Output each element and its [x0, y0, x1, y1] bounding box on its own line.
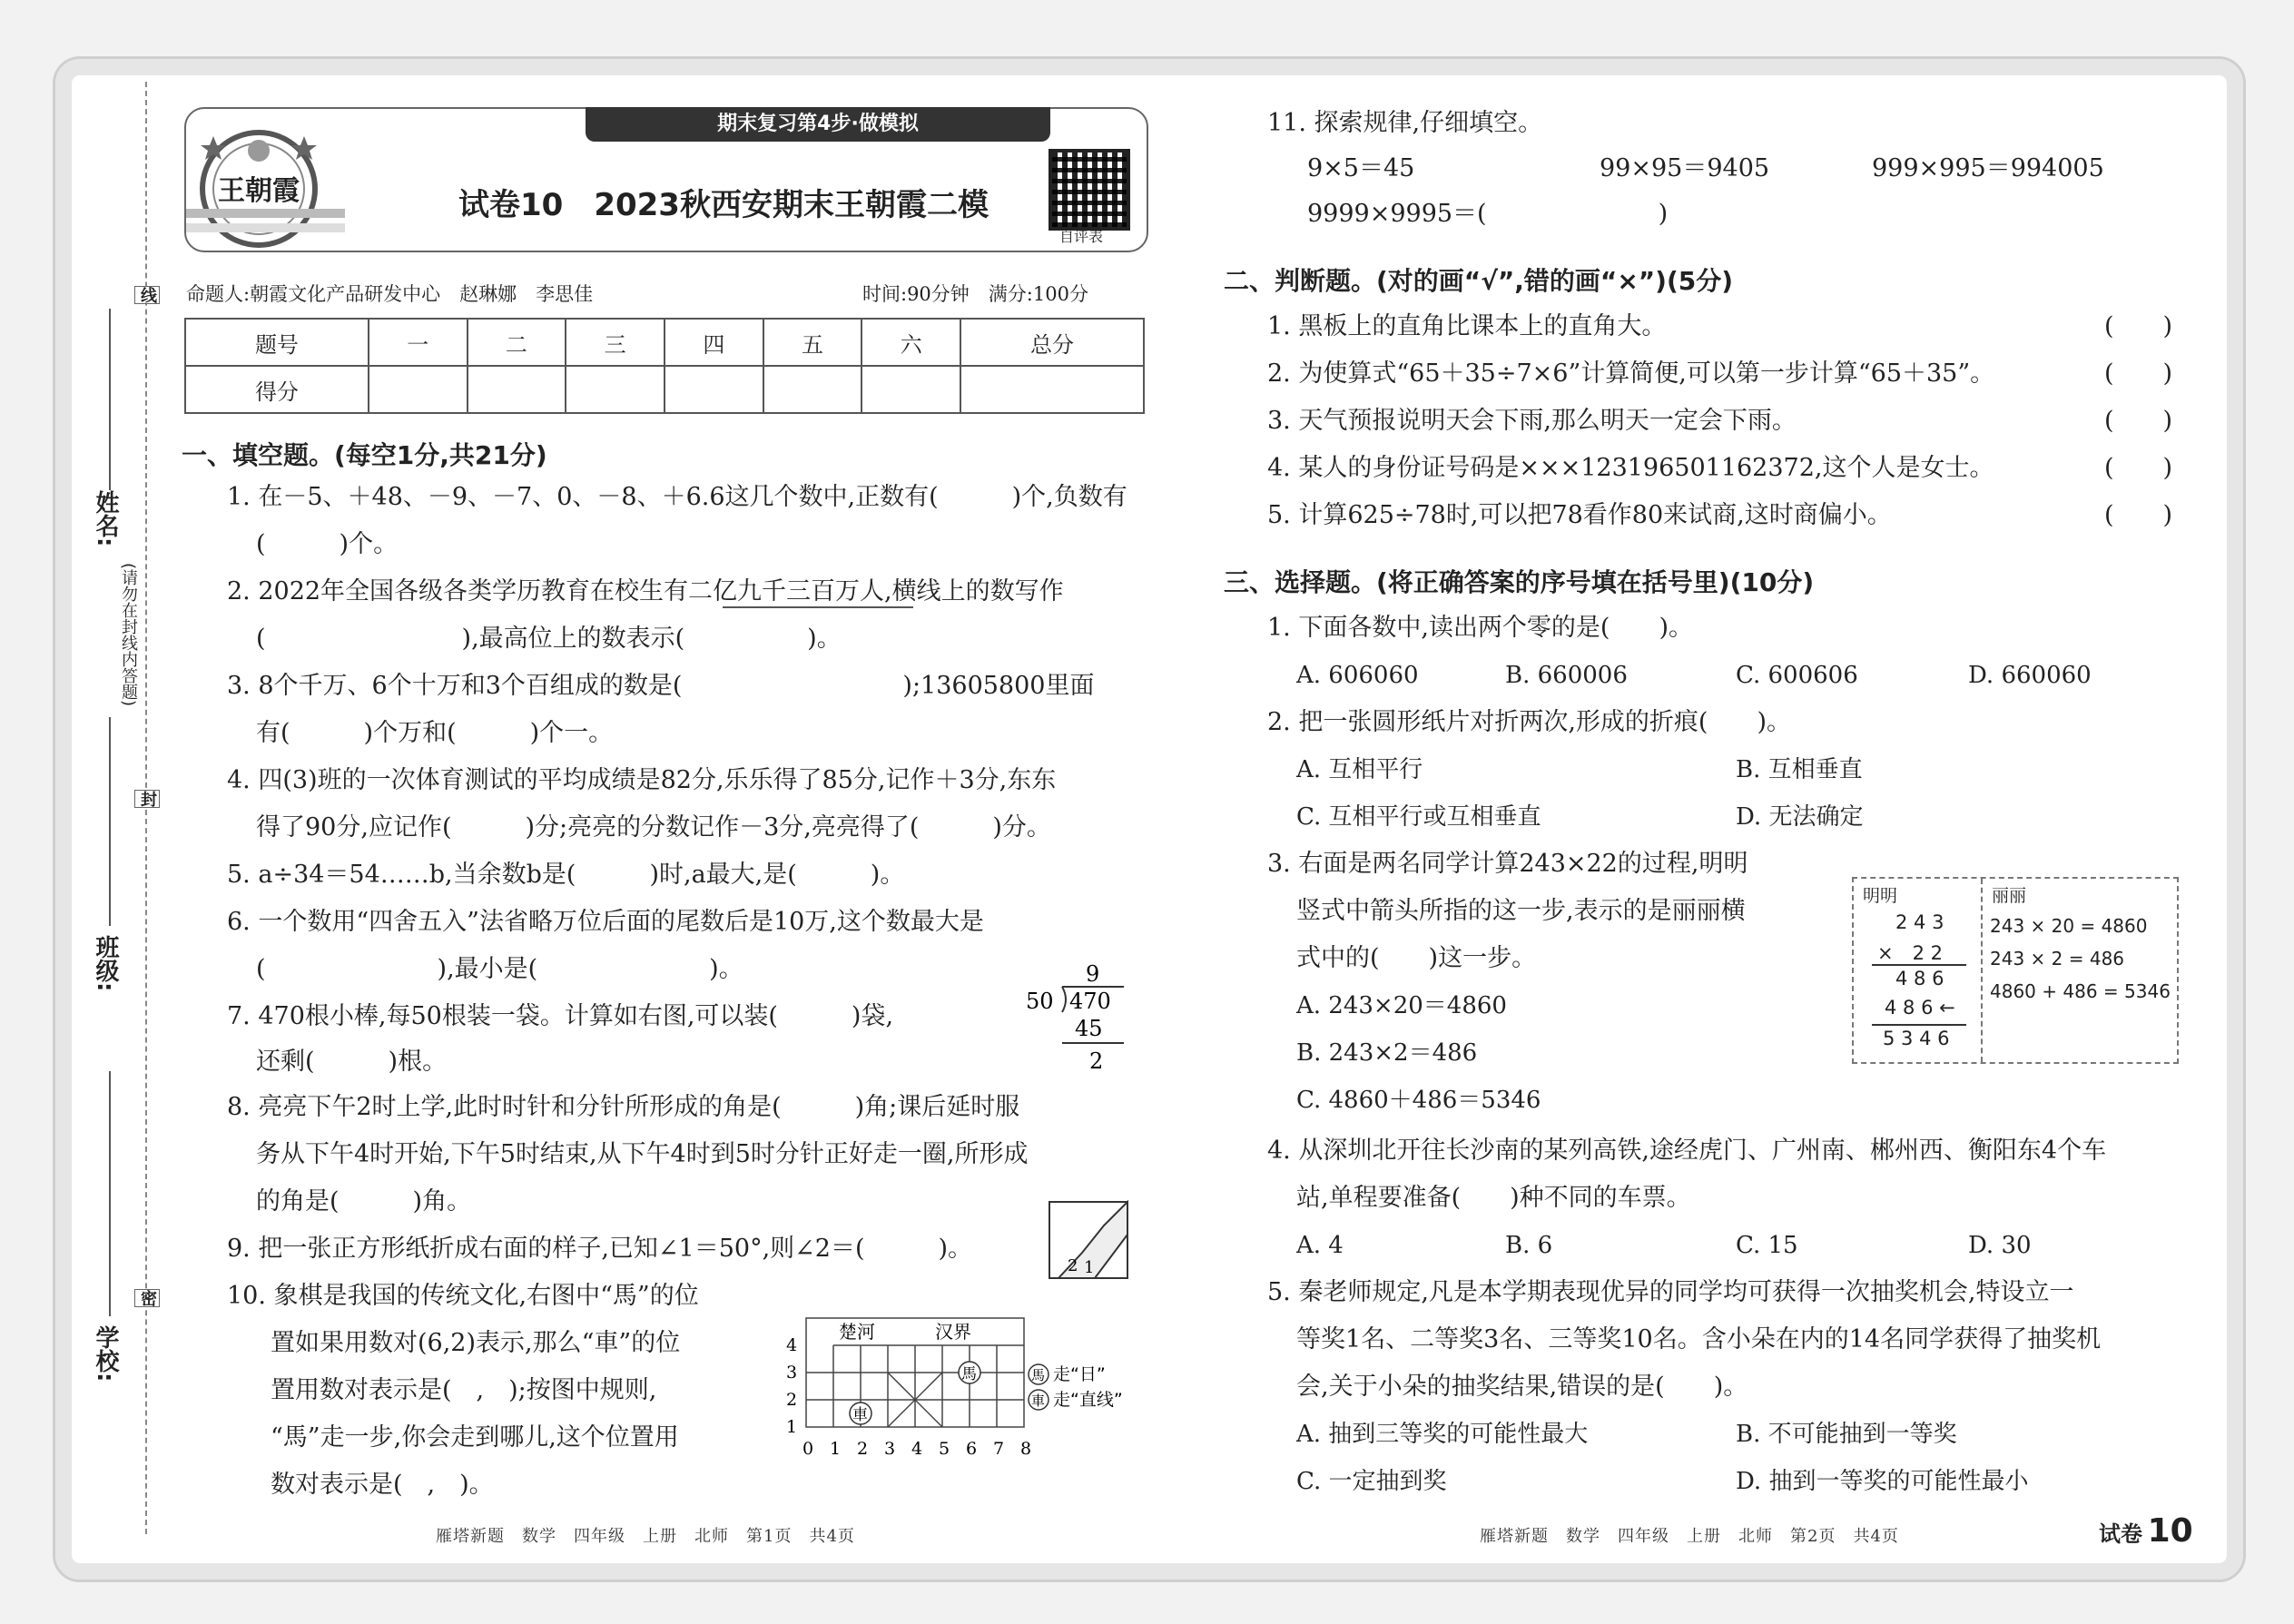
- svg-text:7: 7: [993, 1439, 1005, 1459]
- choice2: 2. 把一张圆形纸片对折两次,形成的折痕( )。: [1267, 708, 1791, 736]
- svg-text:6: 6: [966, 1439, 978, 1459]
- svg-text:走“直线”: 走“直线”: [1053, 1390, 1123, 1410]
- choice5-opt-b: B. 不可能抽到一等奖: [1736, 1421, 1957, 1448]
- q1-line2: ( )个。: [256, 530, 399, 558]
- choice5-opt-d: D. 抽到一等奖的可能性最小: [1736, 1468, 2029, 1495]
- q11-expr4: 9999×9995＝( ): [1307, 200, 1669, 228]
- judge-answer-1[interactable]: ( ): [2104, 312, 2173, 340]
- chess-board-figure: [779, 1300, 1160, 1472]
- choice5-opt-c: C. 一定抽到奖: [1296, 1468, 1447, 1495]
- mingming-label: 明明: [1863, 886, 1898, 906]
- q10-line4: “馬”走一步,你会走到哪儿,这个位置用: [271, 1423, 679, 1452]
- svg-text:2: 2: [1089, 1048, 1104, 1074]
- q7-line1: 7. 470根小棒,每50根装一袋。计算如右图,可以装( )袋,: [227, 1002, 894, 1030]
- q2-line1: 2. 2022年全国各级各类学历教育在校生有二亿九千三百万人,横线上的数写作: [227, 577, 1064, 605]
- choice2-opt-a: A. 互相平行: [1296, 756, 1423, 783]
- q8-line3: 的角是( )角。: [256, 1187, 472, 1216]
- svg-text:3: 3: [884, 1439, 896, 1459]
- choice5-line1: 5. 秦老师规定,凡是本学期表现优异的同学均可获得一次抽奖机会,特设立一: [1267, 1278, 2074, 1306]
- svg-text:0: 0: [802, 1439, 814, 1459]
- score-table-row: 得分: [185, 366, 1144, 413]
- choice5-opt-a: A. 抽到三等奖的可能性最大: [1296, 1421, 1589, 1448]
- svg-text:2: 2: [857, 1439, 869, 1459]
- svg-text:馬: 馬: [961, 1365, 977, 1383]
- binding-note: (请勿在封线内答题): [119, 563, 138, 707]
- header-box: [184, 107, 1148, 252]
- binding-margin: [54, 82, 157, 1561]
- q11-title: 11. 探索规律,仔细填空。: [1267, 109, 1543, 137]
- lili-label: 丽丽: [1992, 886, 2027, 906]
- svg-text:4: 4: [911, 1439, 923, 1459]
- q7-line2: 还剩( )根。: [256, 1048, 448, 1076]
- judge-answer-3[interactable]: ( ): [2104, 407, 2173, 435]
- binding-mark-feng: 封: [134, 790, 160, 808]
- q8-line1: 8. 亮亮下午2时上学,此时时针和分针所形成的角是( )角;课后延时服: [227, 1093, 1020, 1121]
- svg-text:1: 1: [786, 1417, 798, 1437]
- name-label: 姓名:: [92, 490, 119, 547]
- paper-number-badge: [2099, 1512, 2193, 1550]
- svg-text:45: 45: [1075, 1016, 1103, 1041]
- section2-title: 二、判断题。(对的画“√”,错的画“×”)(5分): [1224, 266, 1734, 296]
- long-division-figure: [1026, 958, 1153, 1076]
- q11-expr1: 9×5＝45: [1307, 154, 1415, 182]
- q6-line1: 6. 一个数用“四舍五入”法省略万位后面的尾数后是10万,这个数最大是: [227, 908, 984, 936]
- score-table: [184, 318, 1145, 414]
- judge-2: 2. 为使算式“65＋35÷7×6”计算简便,可以第一步计算“65＋35”。: [1267, 359, 1995, 388]
- section1-title: 一、填空题。(每空1分,共21分): [182, 440, 547, 470]
- folded-paper-figure: [1046, 1198, 1137, 1282]
- page-title: 试卷10 2023秋西安期末王朝霞二模: [458, 187, 989, 223]
- svg-text:9: 9: [1086, 961, 1100, 987]
- choice5-line2: 等奖1名、二等奖3名、三等奖10名。含小朵在内的14名同学获得了抽奖机: [1296, 1325, 2102, 1353]
- judge-5: 5. 计算625÷78时,可以把78看作80来试商,这时商偏小。: [1267, 501, 1892, 529]
- banner-step: 期末复习第4步·做模拟: [586, 107, 1050, 142]
- time-score: 时间:90分钟 满分:100分: [862, 283, 1088, 305]
- choice5-line3: 会,关于小朵的抽奖结果,错误的是( )。: [1296, 1373, 1748, 1401]
- binding-mark-xian: 线: [134, 286, 160, 304]
- qr-label: 自评表: [1059, 228, 1104, 245]
- footer-right: 雁塔新题 数学 四年级 上册 北师 第2页 共4页: [1480, 1527, 1899, 1546]
- q4-line2: 得了90分,应记作( )分;亮亮的分数记作－3分,亮亮得了( )分。: [256, 813, 1051, 842]
- q11-expr3: 999×995＝994005: [1872, 154, 2104, 182]
- choice4-opt-c: C. 15: [1736, 1232, 1798, 1259]
- school-label: 学校:: [92, 1325, 119, 1383]
- svg-text:車: 車: [1031, 1393, 1046, 1409]
- q9: 9. 把一张正方形纸折成右面的样子,已知∠1＝50°,则∠2＝( )。: [227, 1235, 973, 1263]
- q4-line1: 4. 四(3)班的一次体育测试的平均成绩是82分,乐乐得了85分,记作＋3分,东东: [227, 766, 1057, 794]
- q1-line1: 1. 在－5、＋48、－9、－7、0、－8、＋6.6这几个数中,正数有( )个,负数有: [227, 483, 1127, 511]
- score-table-header: 题号 一 二 三 四 五 六 总分: [185, 319, 1144, 366]
- svg-text:馬: 馬: [1031, 1367, 1046, 1383]
- svg-text:汉界: 汉界: [935, 1321, 971, 1343]
- svg-text:8: 8: [1020, 1439, 1032, 1459]
- paper-number: 10: [2147, 1512, 2193, 1550]
- judge-answer-5[interactable]: ( ): [2104, 501, 2173, 529]
- publisher-logo: [186, 109, 345, 251]
- svg-text:車: 車: [852, 1406, 868, 1424]
- svg-text:王朝霞: 王朝霞: [218, 175, 300, 207]
- svg-text:50: 50: [1026, 989, 1054, 1014]
- class-label: 班级:: [92, 935, 119, 992]
- q10-line5: 数对表示是( , )。: [271, 1471, 494, 1499]
- footer-left: 雁塔新题 数学 四年级 上册 北师 第1页 共4页: [436, 1527, 855, 1546]
- choice1: 1. 下面各数中,读出两个零的是( )。: [1267, 614, 1693, 642]
- choice1-opt-a: A. 606060: [1296, 662, 1419, 689]
- choice1-opt-b: B. 660006: [1505, 662, 1628, 689]
- svg-text:3: 3: [786, 1363, 798, 1383]
- svg-text:4: 4: [786, 1335, 798, 1355]
- q8-line2: 务从下午4时开始,下午5时结束,从下午4时到5时分针正好走一圈,所形成: [256, 1140, 1029, 1168]
- judge-3: 3. 天气预报说明天会下雨,那么明天一定会下雨。: [1267, 407, 1797, 435]
- judge-answer-4[interactable]: ( ): [2104, 454, 2173, 482]
- q5: 5. a÷34＝54……b,当余数b是( )时,a最大,是( )。: [227, 861, 905, 889]
- choice1-opt-c: C. 600606: [1736, 662, 1858, 689]
- calc-comparison-figure: 明明 2 4 3 × 2 2 4 8 6 4 8 6 ← 5 3 4 6 丽丽 243 × 20 = 4860 243 × 2 = 486 4860 + 486 = 5346: [1852, 877, 2179, 1064]
- judge-answer-2[interactable]: ( ): [2104, 359, 2173, 388]
- q10-line1: 10. 象棋是我国的传统文化,右图中“馬”的位: [227, 1282, 699, 1310]
- q10-line3: 置用数对表示是( , );按图中规则,: [271, 1376, 657, 1404]
- q2-line2: ( ),最高位上的数表示( )。: [256, 625, 842, 653]
- choice3-line1: 3. 右面是两名同学计算243×22的过程,明明: [1267, 850, 1748, 878]
- q3-line1: 3. 8个千万、6个十万和3个百组成的数是( );13605800里面: [227, 672, 1095, 700]
- svg-text:470: 470: [1069, 989, 1111, 1014]
- choice4-line1: 4. 从深圳北开往长沙南的某列高铁,途经虎门、广州南、郴州西、衡阳东4个车: [1267, 1137, 2107, 1165]
- q3-line2: 有( )个万和( )个一。: [256, 719, 614, 747]
- svg-text:走“日”: 走“日”: [1053, 1364, 1106, 1384]
- choice1-opt-d: D. 660060: [1968, 662, 2092, 689]
- choice4-line2: 站,单程要准备( )种不同的车票。: [1296, 1184, 1691, 1212]
- judge-1: 1. 黑板上的直角比课本上的直角大。: [1267, 312, 1667, 340]
- choice3-line3: 式中的( )这一步。: [1296, 944, 1537, 972]
- choice3-opt-b: B. 243×2＝486: [1296, 1039, 1478, 1067]
- q6-line2: ( ),最小是( )。: [256, 955, 743, 983]
- svg-text:楚河: 楚河: [839, 1321, 875, 1343]
- choice3-opt-a: A. 243×20＝4860: [1296, 992, 1507, 1019]
- svg-text:1: 1: [830, 1439, 842, 1459]
- q10-line2: 置如果用数对(6,2)表示,那么“車”的位: [271, 1329, 681, 1357]
- svg-text:2: 2: [786, 1390, 798, 1410]
- qr-code[interactable]: [1049, 149, 1130, 231]
- choice4-opt-d: D. 30: [1968, 1232, 2032, 1259]
- svg-text:5: 5: [939, 1439, 950, 1459]
- judge-4: 4. 某人的身份证号码是×××123196501162372,这个人是女士。: [1267, 454, 1994, 482]
- svg-text:2: 2: [1068, 1256, 1078, 1275]
- choice2-opt-b: B. 互相垂直: [1736, 756, 1863, 783]
- authors: 命题人:朝霞文化产品研发中心 赵琳娜 李思佳: [186, 283, 594, 305]
- choice4-opt-b: B. 6: [1505, 1232, 1553, 1259]
- paper-number-label: 试卷: [2099, 1521, 2142, 1547]
- section3-title: 三、选择题。(将正确答案的序号填在括号里)(10分): [1224, 567, 1815, 597]
- choice3-opt-c: C. 4860＋486＝5346: [1296, 1087, 1541, 1114]
- q11-expr2: 99×95＝9405: [1600, 154, 1770, 182]
- q2-underline: [723, 606, 913, 608]
- choice4-opt-a: A. 4: [1296, 1232, 1344, 1259]
- binding-mark-mi: 密: [134, 1289, 160, 1307]
- choice2-opt-d: D. 无法确定: [1736, 803, 1864, 831]
- choice2-opt-c: C. 互相平行或互相垂直: [1296, 803, 1541, 831]
- svg-text:1: 1: [1084, 1258, 1095, 1277]
- choice3-line2: 竖式中箭头所指的这一步,表示的是丽丽横: [1296, 897, 1746, 925]
